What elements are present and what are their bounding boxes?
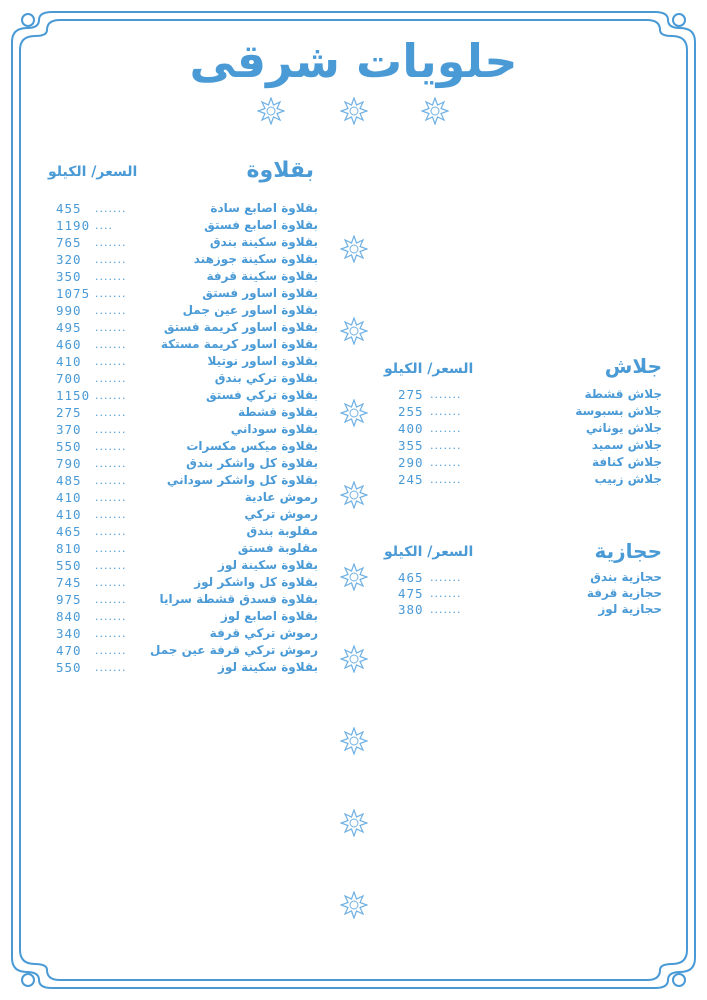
menu-item-leader: ....... [95, 389, 127, 402]
menu-item [384, 471, 662, 488]
menu-item [48, 438, 318, 455]
menu-item-name: بقلاوة كل واشكر لوز [194, 575, 318, 589]
menu-item-price: 810 [56, 541, 82, 556]
menu-item-name: جلاش سميد [591, 438, 662, 452]
menu-item-name: مقلوبة فستق [237, 541, 318, 555]
menu-item-price: 550 [56, 660, 82, 675]
menu-item [384, 585, 662, 601]
menu-item [384, 403, 662, 420]
menu-item-name: مقلوبة بندق [246, 524, 318, 538]
menu-item-leader: ....... [95, 423, 127, 436]
menu-item-name: بقلاوة سكينة بندق [209, 235, 318, 249]
menu-item-price: 460 [56, 337, 82, 352]
star-ornament-icon [340, 891, 368, 919]
menu-item [48, 472, 318, 489]
menu-item [48, 302, 318, 319]
menu-item [384, 454, 662, 471]
menu-item-leader: ....... [430, 388, 462, 401]
menu-item-name: بقلاوة اصابع لوز [220, 609, 318, 623]
menu-item-leader: ....... [95, 525, 127, 538]
star-ornament-icon [340, 645, 368, 673]
menu-item-name: بقلاوة اساور فستق [202, 286, 318, 300]
menu-item-leader: ....... [95, 372, 127, 385]
menu-item [48, 608, 318, 625]
menu-item-name: بقلاوة فسدق قشطة سرايا [159, 592, 318, 606]
menu-title: حلويات شرقى [189, 34, 518, 88]
menu-item-leader: ....... [430, 587, 462, 600]
star-ornament-icon [340, 727, 368, 755]
star-ornament-icon [340, 563, 368, 591]
menu-item-leader: ....... [430, 571, 462, 584]
menu-item-name: بقلاوة سكينة لوز [218, 558, 318, 572]
menu-item-leader: ....... [95, 627, 127, 640]
menu-item-name: رموش تركي قرفة عين جمل [150, 643, 318, 657]
menu-item [48, 336, 318, 353]
gullash-list [384, 386, 662, 488]
menu-item-leader: ....... [95, 236, 127, 249]
menu-item-leader: ....... [95, 576, 127, 589]
menu-item [48, 591, 318, 608]
menu-item-leader: ....... [95, 559, 127, 572]
menu-item-name: رموش تركي قرفة [209, 626, 318, 640]
menu-item [48, 353, 318, 370]
menu-item-name: بقلاوة قشطة [237, 405, 318, 419]
menu-item-price: 410 [56, 354, 82, 369]
menu-item [384, 601, 662, 617]
menu-item [48, 540, 318, 557]
menu-item-price: 790 [56, 456, 82, 471]
menu-item-leader: ....... [95, 338, 127, 351]
menu-item-name: بقلاوة سوداني [230, 422, 318, 436]
menu-item [48, 251, 318, 268]
price-header-gullash: السعر/ الكيلو [384, 361, 474, 377]
menu-item-price: 470 [56, 643, 82, 658]
menu-item-name: بقلاوة تركي بندق [214, 371, 318, 385]
menu-item-price: 350 [56, 269, 82, 284]
menu-item [48, 404, 318, 421]
menu-item [48, 642, 318, 659]
menu-item-name: حجازية قرفة [586, 586, 662, 600]
menu-item-name: بقلاوة سكينة جوزهند [193, 252, 318, 266]
menu-item-name: رموش عادية [244, 490, 318, 504]
menu-item-name: بقلاوة اساور كريمة فستق [163, 320, 318, 334]
menu-item-leader: ....... [430, 422, 462, 435]
menu-item-price: 550 [56, 558, 82, 573]
menu-item-price: 245 [398, 472, 424, 487]
menu-item-name: جلاش زبيب [594, 472, 662, 486]
star-ornament-icon [340, 399, 368, 427]
menu-item [384, 386, 662, 403]
star-ornament-icon [257, 97, 285, 125]
menu-item-price: 340 [56, 626, 82, 641]
menu-item [48, 234, 318, 251]
section-title-hijaziya: حجازية [594, 539, 662, 563]
menu-item-price: 745 [56, 575, 82, 590]
menu-item-name: بقلاوة سكينة لوز [218, 660, 318, 674]
menu-item-price: 275 [56, 405, 82, 420]
star-ornament-icon [421, 97, 449, 125]
menu-item-price: 320 [56, 252, 82, 267]
menu-item-leader: ....... [95, 610, 127, 623]
menu-item [48, 268, 318, 285]
menu-item [384, 569, 662, 585]
menu-item-name: بقلاوة كل واشكر بندق [186, 456, 318, 470]
menu-item-price: 400 [398, 421, 424, 436]
menu-item-name: بقلاوة كل واشكر سوداني [166, 473, 318, 487]
menu-item-leader: ....... [95, 304, 127, 317]
hijaziya-list [384, 569, 662, 617]
menu-item-name: بقلاوة اصابع فستق [204, 218, 318, 232]
star-ornament-icon [340, 97, 368, 125]
menu-item-price: 465 [398, 570, 424, 585]
menu-item-price: 275 [398, 387, 424, 402]
menu-item-price: 485 [56, 473, 82, 488]
menu-item-price: 380 [398, 602, 424, 617]
section-title-gullash: جلاش [604, 354, 662, 378]
menu-item-price: 1075 [56, 286, 91, 301]
menu-item-leader: ....... [95, 542, 127, 555]
menu-item-leader: ....... [95, 253, 127, 266]
menu-item [48, 455, 318, 472]
menu-item-name: بقلاوة سكينة قرفة [206, 269, 318, 283]
menu-item-name: رموش تركي [244, 507, 318, 521]
menu-item-name: بقلاوة اساور كريمة مستكة [160, 337, 318, 351]
menu-item-price: 1150 [56, 388, 91, 403]
menu-item-name: بقلاوة اساور نوتيلا [207, 354, 318, 368]
menu-item-price: 410 [56, 490, 82, 505]
star-ornament-icon [340, 481, 368, 509]
baklava-list [48, 200, 318, 676]
price-header-baklava: السعر/ الكيلو [48, 164, 138, 180]
menu-item-name: حجازية لوز [598, 602, 662, 616]
menu-item-leader: ....... [95, 661, 127, 674]
menu-item-leader: ....... [430, 473, 462, 486]
menu-item-price: 700 [56, 371, 82, 386]
menu-item-leader: ....... [430, 603, 462, 616]
menu-item-price: 255 [398, 404, 424, 419]
menu-item-name: بقلاوة اساور عين جمل [182, 303, 318, 317]
menu-item [384, 420, 662, 437]
menu-item [48, 200, 318, 217]
star-ornament-icon [340, 809, 368, 837]
menu-item-price: 475 [398, 586, 424, 601]
menu-item-price: 410 [56, 507, 82, 522]
menu-item-leader: ....... [95, 321, 127, 334]
section-title-baklava: بقلاوة [246, 158, 314, 183]
menu-item [48, 319, 318, 336]
menu-item-leader: ....... [95, 440, 127, 453]
menu-item [48, 370, 318, 387]
star-ornament-icon [340, 317, 368, 345]
menu-item-leader: ....... [95, 457, 127, 470]
menu-item-name: حجازية بندق [590, 570, 662, 584]
menu-item-leader: ....... [95, 355, 127, 368]
menu-item-leader: ....... [95, 270, 127, 283]
menu-item-leader: ....... [95, 593, 127, 606]
menu-item-leader: ....... [430, 439, 462, 452]
menu-item-leader: ....... [95, 491, 127, 504]
menu-item-price: 290 [398, 455, 424, 470]
menu-item-price: 990 [56, 303, 82, 318]
menu-item-name: جلاش كنافة [591, 455, 662, 469]
menu-item-price: 355 [398, 438, 424, 453]
menu-item [48, 387, 318, 404]
menu-item-leader: ....... [95, 508, 127, 521]
menu-item-leader: ....... [95, 202, 127, 215]
menu-item-name: جلاش قشطة [584, 387, 662, 401]
menu-item [48, 506, 318, 523]
menu-item-name: بقلاوة ميكس مكسرات [186, 439, 318, 453]
menu-item [48, 625, 318, 642]
menu-item-price: 370 [56, 422, 82, 437]
menu-item-name: جلاش يوناني [585, 421, 662, 435]
menu-item-price: 495 [56, 320, 82, 335]
menu-item-leader: ....... [95, 644, 127, 657]
menu-item-leader: .... [95, 219, 113, 232]
menu-item [48, 557, 318, 574]
menu-item-price: 975 [56, 592, 82, 607]
menu-item-name: جلاش بسبوسة [575, 404, 662, 418]
menu-item [48, 421, 318, 438]
menu-item-leader: ....... [95, 287, 127, 300]
menu-item-leader: ....... [430, 405, 462, 418]
star-ornament-icon [340, 235, 368, 263]
menu-item-price: 455 [56, 201, 82, 216]
menu-item-leader: ....... [95, 474, 127, 487]
menu-item [48, 574, 318, 591]
menu-item-price: 465 [56, 524, 82, 539]
menu-item-price: 765 [56, 235, 82, 250]
price-header-hijaziya: السعر/ الكيلو [384, 544, 474, 560]
menu-item [48, 523, 318, 540]
menu-item-name: بقلاوة اصابع سادة [210, 201, 318, 215]
menu-item-name: بقلاوة تركي فستق [205, 388, 318, 402]
menu-item-price: 550 [56, 439, 82, 454]
menu-item [48, 659, 318, 676]
menu-item-price: 1190 [56, 218, 91, 233]
menu-item-price: 840 [56, 609, 82, 624]
menu-item [48, 489, 318, 506]
menu-item [48, 285, 318, 302]
menu-item [384, 437, 662, 454]
menu-item-leader: ....... [95, 406, 127, 419]
menu-item-leader: ....... [430, 456, 462, 469]
menu-item [48, 217, 318, 234]
